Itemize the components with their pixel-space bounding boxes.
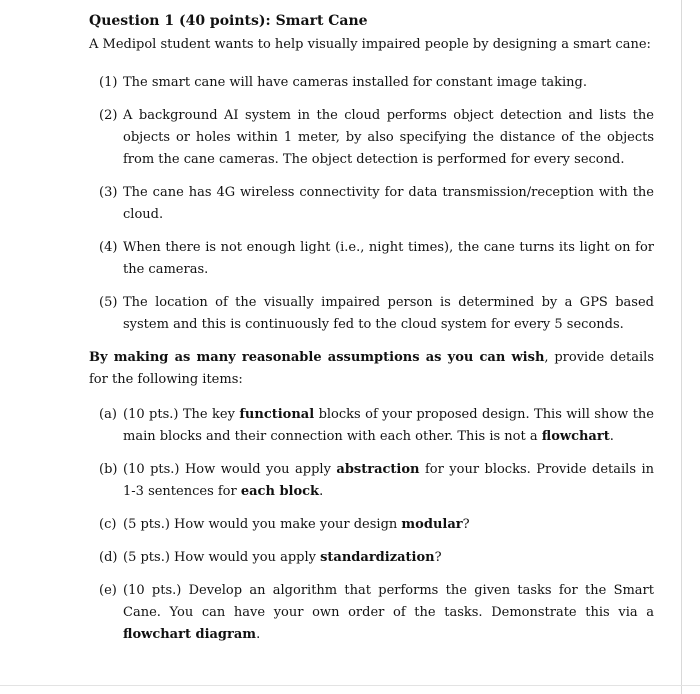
feature-text: When there is not enough light (i.e., night times), the cane turns its light on for the cameras. xyxy=(123,240,654,277)
task-text: (10 pts.) Develop an algorithm that performs the given tasks for the Smart Cane. You can have your own order of the tasks. Demonstrate this via a xyxy=(123,583,654,620)
task-text: (10 pts.) How would you apply xyxy=(123,462,337,477)
task-list xyxy=(99,404,654,646)
prompt-bold: By making as many reasonable assumptions as you can wish xyxy=(89,350,545,365)
feature-marker: (2) xyxy=(99,108,118,123)
feature-marker: (1) xyxy=(99,75,118,90)
task-emphasis: abstraction xyxy=(336,462,420,477)
page-edge-bottom xyxy=(0,685,700,686)
task-text: (10 pts.) The key xyxy=(123,407,240,422)
task-text: ? xyxy=(462,517,470,532)
task-marker: (a) xyxy=(99,407,117,422)
task-emphasis: modular xyxy=(401,517,463,532)
task-emphasis: flowchart diagram xyxy=(123,627,257,642)
task-item-a xyxy=(99,404,654,448)
feature-marker: (4) xyxy=(99,240,118,255)
task-text: (5 pts.) How would you make your design xyxy=(123,517,402,532)
task-marker: (e) xyxy=(99,583,117,598)
feature-marker: (5) xyxy=(99,295,118,310)
feature-item xyxy=(99,72,654,94)
task-marker: (c) xyxy=(99,517,117,532)
task-emphasis: each block xyxy=(240,484,320,499)
instructions-prompt xyxy=(89,347,654,391)
question-intro: A Medipol student wants to help visually impaired people by designing a smart cane: xyxy=(89,37,651,52)
task-item-e xyxy=(99,580,654,646)
task-marker: (d) xyxy=(99,550,118,565)
feature-marker: (3) xyxy=(99,185,118,200)
prompt-rest: , provide details for the following items: xyxy=(89,350,654,387)
feature-list xyxy=(99,72,654,336)
task-emphasis: flowchart xyxy=(541,429,610,444)
task-item-d xyxy=(99,547,654,569)
task-text: . xyxy=(256,627,261,642)
feature-text: The location of the visually impaired person is determined by a GPS based system and this is continuously fed to the cloud system for every 5 seconds. xyxy=(123,295,654,332)
task-text: blocks of your proposed design. This will show the main blocks and their connection with each other. This is not a xyxy=(123,407,655,444)
task-text: . xyxy=(609,429,614,444)
task-emphasis: functional xyxy=(239,407,315,422)
feature-item xyxy=(99,105,654,171)
feature-item xyxy=(99,237,654,281)
task-item-c xyxy=(99,514,654,536)
task-text: ? xyxy=(434,550,442,565)
feature-text: The cane has 4G wireless connectivity for data transmission/reception with the cloud. xyxy=(123,185,654,222)
task-text: . xyxy=(319,484,324,499)
page-edge-right xyxy=(681,0,682,694)
question-title: Question 1 (40 points): Smart Cane xyxy=(89,13,368,29)
feature-item xyxy=(99,292,654,336)
feature-text: The smart cane will have cameras installed for constant image taking. xyxy=(123,75,587,90)
feature-text: A background AI system in the cloud performs object detection and lists the objects or holes within 1 meter, by also specifying the distance of the objects from the cane cameras. The object detection is performed for every second. xyxy=(123,108,654,167)
feature-item xyxy=(99,182,654,226)
task-item-b xyxy=(99,459,654,503)
question-content xyxy=(89,10,654,657)
task-marker: (b) xyxy=(99,462,118,477)
task-emphasis: standardization xyxy=(320,550,435,565)
task-text: (5 pts.) How would you apply xyxy=(123,550,321,565)
task-text: for your blocks. Provide details in 1-3 sentences for xyxy=(123,462,654,499)
